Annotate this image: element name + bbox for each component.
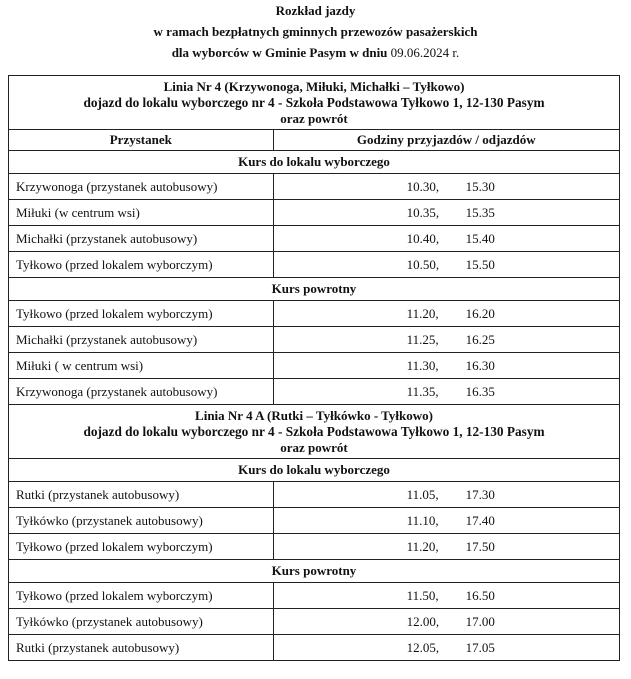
line-4-to-times-cell (273, 252, 619, 278)
column-header-stop: Przystanek (9, 130, 274, 151)
document-subtitle: w ramach bezpłatnych gminnych przewozów pasażerskich (153, 24, 478, 39)
schedule-table (8, 75, 620, 661)
line-4-title: Linia Nr 4 (Krzywonoga, Miłuki, Michałki – Tyłkowo) (163, 79, 465, 94)
line-4a-to-stop-name: Tyłkówko (przystanek autobusowy) (9, 508, 274, 534)
line-4-kurs-to-row (9, 151, 620, 174)
line-4a-to-times-cell (273, 508, 619, 534)
line-4a-back-time-second: 16.50 (465, 587, 495, 603)
table-row (9, 482, 620, 508)
table-row (9, 508, 620, 534)
table-row (9, 353, 620, 379)
date-line-label: dla wyborców w Gminie Pasym w dniu (171, 45, 391, 60)
line-4a-back-time-first: 12.00, (406, 613, 440, 629)
line-4-header (9, 76, 620, 130)
line-4a-back-times-cell (273, 635, 619, 661)
line-4-kurs-to: Kurs do lokalu wyborczego (9, 151, 620, 174)
line-4a-to-stop-name: Rutki (przystanek autobusowy) (9, 482, 274, 508)
line-4-back-stop-name: Krzywonoga (przystanek autobusowy) (9, 379, 274, 405)
line-4-to-stop-name: Tyłkowo (przed lokalem wyborczym) (9, 252, 274, 278)
line-4a-back-time-first: 12.05, (406, 639, 440, 655)
table-row (9, 327, 620, 353)
table-row (9, 635, 620, 661)
line-4-to-times-cell (273, 174, 619, 200)
line-4-back-time-first: 11.30, (406, 357, 439, 373)
line-4-back-times-cell (273, 379, 619, 405)
line-4-to-times-cell (273, 226, 619, 252)
line-4-back-stop-name: Tyłkowo (przed lokalem wyborczym) (9, 301, 274, 327)
line-4-to-time-first: 10.30, (406, 178, 440, 194)
date-line-value: 09.06.2024 r. (390, 45, 460, 60)
table-row (9, 226, 620, 252)
line-4-back-time-second: 16.30 (465, 357, 495, 373)
line-4-back-time-first: 11.25, (406, 331, 439, 347)
line-4-return: oraz powrót (280, 111, 348, 126)
line-4a-kurs-to-row (9, 459, 620, 482)
line-4a-to-time-first: 11.05, (406, 486, 439, 502)
table-row (9, 174, 620, 200)
line-4a-back-time-second: 17.00 (465, 613, 495, 629)
line-4a-to-time-second: 17.30 (465, 486, 495, 502)
line-4a-back-time-second: 17.05 (465, 639, 495, 655)
line-4-to-times-cell (273, 200, 619, 226)
line-4a-kurs-back: Kurs powrotny (9, 560, 620, 583)
line-4-back-time-second: 16.35 (465, 383, 495, 399)
line-4a-to-time-first: 11.20, (406, 538, 439, 554)
line-4-back-times-cell (273, 353, 619, 379)
line-4-to-time-first: 10.50, (406, 256, 440, 272)
line-4-kurs-back-row (9, 278, 620, 301)
line-4-to-time-second: 15.40 (465, 230, 495, 246)
table-row (9, 534, 620, 560)
line-4a-header (9, 405, 620, 459)
line-4a-to-time-second: 17.50 (465, 538, 495, 554)
line-4a-to-stop-name: Tyłkowo (przed lokalem wyborczym) (9, 534, 274, 560)
line-4a-back-times-cell (273, 609, 619, 635)
table-row (9, 379, 620, 405)
table-row (9, 609, 620, 635)
line-4-to-time-second: 15.35 (465, 204, 495, 220)
line-4-kurs-back: Kurs powrotny (9, 278, 620, 301)
line-4-back-time-first: 11.20, (406, 305, 439, 321)
line-4-back-stop-name: Miłuki ( w centrum wsi) (9, 353, 274, 379)
line-4-destination: dojazd do lokalu wyborczego nr 4 - Szkoła Podstawowa Tyłkowo 1, 12-130 Pasym (83, 95, 545, 110)
line-4a-title: Linia Nr 4 A (Rutki – Tyłkówko - Tyłkowo) (195, 408, 433, 423)
table-row (9, 301, 620, 327)
line-4a-back-stop-name: Rutki (przystanek autobusowy) (9, 635, 274, 661)
line-4-back-time-second: 16.20 (465, 305, 495, 321)
line-4a-return: oraz powrót (280, 440, 348, 455)
line-4a-back-stop-name: Tyłkówko (przystanek autobusowy) (9, 609, 274, 635)
document-title: Rozkład jazdy (275, 3, 356, 18)
line-4a-back-stop-name: Tyłkowo (przed lokalem wyborczym) (9, 583, 274, 609)
line-4a-kurs-to: Kurs do lokalu wyborczego (9, 459, 620, 482)
line-4a-to-times-cell (273, 534, 619, 560)
line-4-back-time-first: 11.35, (406, 383, 439, 399)
table-row (9, 583, 620, 609)
column-header-row (9, 130, 620, 151)
line-4-to-stop-name: Michałki (przystanek autobusowy) (9, 226, 274, 252)
line-4-back-times-cell (273, 327, 619, 353)
column-header-times: Godziny przyjazdów / odjazdów (273, 130, 619, 151)
line-4-back-stop-name: Michałki (przystanek autobusowy) (9, 327, 274, 353)
line-4-to-stop-name: Krzywonoga (przystanek autobusowy) (9, 174, 274, 200)
line-4-to-time-second: 15.50 (465, 256, 495, 272)
line-4a-back-times-cell (273, 583, 619, 609)
line-4-to-time-first: 10.35, (406, 204, 440, 220)
document-header (0, 0, 631, 70)
line-4-to-stop-name: Miłuki (w centrum wsi) (9, 200, 274, 226)
line-4a-back-time-first: 11.50, (406, 587, 439, 603)
line-4a-destination: dojazd do lokalu wyborczego nr 4 - Szkoła Podstawowa Tyłkowo 1, 12-130 Pasym (83, 424, 545, 439)
document-date-line (0, 42, 631, 63)
line-4a-kurs-back-row (9, 560, 620, 583)
line-4a-to-time-first: 11.10, (406, 512, 439, 528)
line-4-back-time-second: 16.25 (465, 331, 495, 347)
line-4-to-time-second: 15.30 (465, 178, 495, 194)
line-4a-to-time-second: 17.40 (465, 512, 495, 528)
table-row (9, 252, 620, 278)
table-row (9, 200, 620, 226)
line-4-back-times-cell (273, 301, 619, 327)
line-4a-to-times-cell (273, 482, 619, 508)
line-4-to-time-first: 10.40, (406, 230, 440, 246)
